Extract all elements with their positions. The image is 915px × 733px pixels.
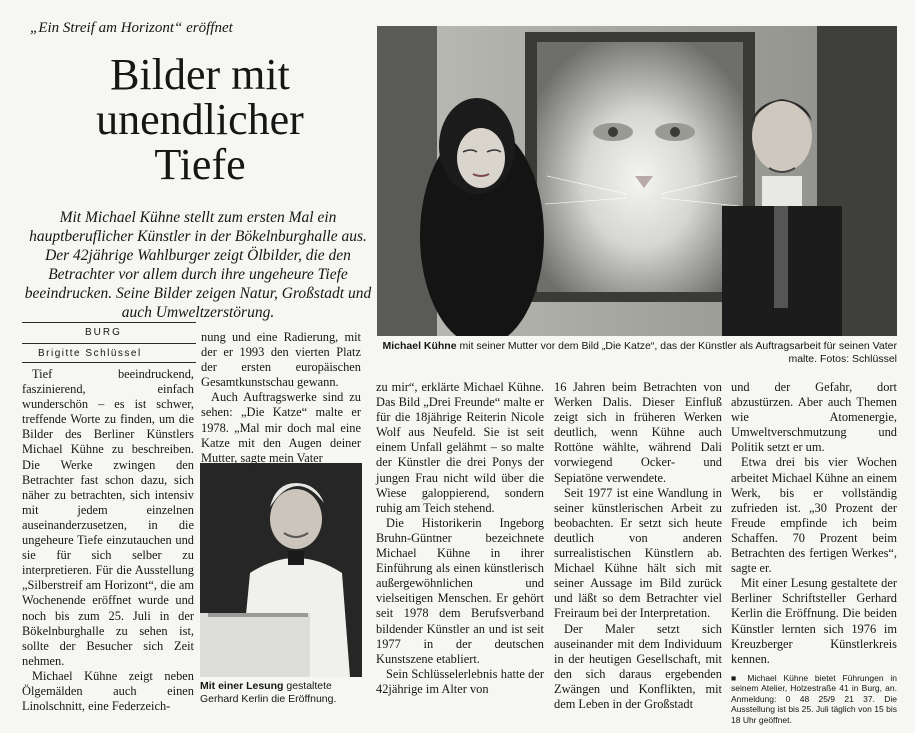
main-photo-caption: [377, 340, 897, 366]
article-column-4: [554, 380, 722, 712]
paragraph: Die Historikerin Ingeborg Bruhn-Güntner bezeichnete Michael Kühne in ihrer Einführung als einen künstlerisch außergewöhnlichen und vielseitigen Menschen. Er gehört seit 1978 dem Berufsverband bildender Künstler an und ist seit 1977 in der deutschen Kunstszene etabliert.: [376, 515, 544, 666]
paragraph: Sein Schlüsselerlebnis hatte der 42jährige im Alter von: [376, 666, 544, 696]
divider-top: [22, 322, 196, 323]
paragraph: Mit einer Lesung gestaltete der Berliner Schriftsteller Gerhard Kerlin die Eröffnung. Die beiden Künstler lernten sich 1976 im Kreuzberger Künstlerkreis kennen.: [731, 576, 897, 666]
article-column-3: [376, 380, 544, 697]
paragraph: nung und eine Radierung, mit der er 1993 den vierten Platz der ersten europäischen Gesamtkunstschau gewann.: [201, 330, 361, 390]
article-column-5: [731, 380, 897, 725]
paragraph: Tief beeindruckend, faszinierend, einfach wunderschön – es ist schwer, treffende Worte zu finden, um die Bilder des Berliner Künstlers Michael Kühne zu beschreiben. Die Werke zwingen den Betrachter fast schon dazu, sich näher zu betrachten, sich intensiv mit jedem einzelnen auseinanderzusetzen, in die ungeheure Tiefe einzutauchen und sie für sich selber zu interpretieren. Für die Ausstellung „Silberstreif am Horizont“, die am Wochenende eröffnet wurde und noch bis zum 25. Juli in der Bökelnburghalle zu sehen ist, sollte der Besucher sich Zeit nehmen.: [22, 367, 194, 668]
kicker-line: „Ein Streif am Horizont“ eröffnet: [30, 20, 233, 36]
main-photo-caption-name: Michael Kühne: [382, 340, 457, 352]
divider-bottom: [22, 362, 196, 363]
article-column-1: [22, 367, 194, 714]
headline-line-1: Bilder mit: [110, 50, 290, 99]
small-photo-image: [200, 463, 362, 677]
paragraph: Michael Kühne zeigt neben Ölgemälden auch einen Linolschnitt, eine Federzeich-: [22, 668, 194, 714]
byline: Brigitte Schlüssel: [38, 348, 142, 359]
divider-mid: [22, 343, 196, 344]
main-photo-image: [377, 26, 897, 336]
small-photo-caption-bold: Mit einer Lesung: [200, 680, 284, 692]
headline: [40, 52, 360, 187]
dateline: BURG: [85, 327, 122, 338]
paragraph: Seit 1977 ist eine Wandlung in seiner künstlerischen Arbeit zu beobachten. Er setzt sich heute deutlich von anderen surrealistischen Künstlern ab. Michael Kühne hält sich mit seiner Aussage im Bild zurück und läßt so dem Betrachter viel Freiraum bei der Interpretation.: [554, 485, 722, 621]
main-photo-caption-text: mit seiner Mutter vor dem Bild „Die Katze“, das der Künstler als Auftragsarbeit für seinen Vater malte. Fotos: Schlüssel: [459, 340, 897, 365]
paragraph: Etwa drei bis vier Wochen arbeitet Michael Kühne an einem Werk, bis er vollständig zufrieden ist. „30 Prozent der Freude empfinde ich beim Schaffen. 70 Prozent beim Betrachten des fertigen Werkes“, sagte er.: [731, 455, 897, 576]
small-photo-caption: [200, 680, 365, 706]
paragraph: Der Maler setzt sich auseinander mit dem Individuum in der heutigen Gesellschaft, mit den sich daraus ergebenden Zwängen und Konflikten, mit dem Leben in der Großstadt: [554, 621, 722, 711]
info-note: ■ Michael Kühne bietet Führungen in seinem Atelier, Holzestraße 41 in Burg, an. Anmeldung: 0 48 25/9 21 37. Die Ausstellung ist bis 25. Juli täglich von 15 bis 18 Uhr geöffnet.: [731, 672, 897, 725]
headline-line-2: unendlicher: [96, 95, 304, 144]
small-photo: [200, 463, 362, 677]
headline-line-3: Tiefe: [154, 140, 246, 189]
paragraph: Auch Auftragswerke sind zu sehen: „Die Katze“ malte er 1978. „Mal mir doch mal eine Katze mit den Augen deiner Mutter, sagte mein Vater: [201, 390, 361, 465]
paragraph: und der Gefahr, dort abzustürzen. Aber auch Themen wie Atomenergie, Umweltverschmutzung und Politik setzt er um.: [731, 380, 897, 455]
main-photo: [377, 26, 897, 336]
small-photo-caption-text: gestaltete Gerhard Kerlin die Eröffnung.: [200, 680, 337, 705]
paragraph: 16 Jahren beim Betrachten von Werken Dalis. Dieser Einfluß zeigt sich in früheren Werken deutlich, wenn Kühne auch Rottöne wählte, während Dali vorwiegend Ocker- und Sepiatöne verwendete.: [554, 380, 722, 485]
article-column-2: [201, 330, 361, 466]
lead-paragraph: Mit Michael Kühne stellt zum ersten Mal ein hauptberuflicher Künstler in der Bökelnburghalle aus. Der 42jährige Wahlburger zeigt Ölbilder, die den Betrachter vor allem durch ihre ungeheure Tiefe beeindrucken. Seine Bilder zeigen Natur, Großstadt und auch Umweltzerstörung.: [24, 209, 372, 321]
paragraph: zu mir“, erklärte Michael Kühne. Das Bild „Drei Freunde“ malte er für die 18jährige Reiterin Nicole Wolf aus Neufeld. Sie ist seit einem Unfall gelähmt – so malte der Künstler die drei Ponys der jungen Frau nicht wild über die Wiese galoppierend, sondern ruhig am Teich stehend.: [376, 380, 544, 515]
